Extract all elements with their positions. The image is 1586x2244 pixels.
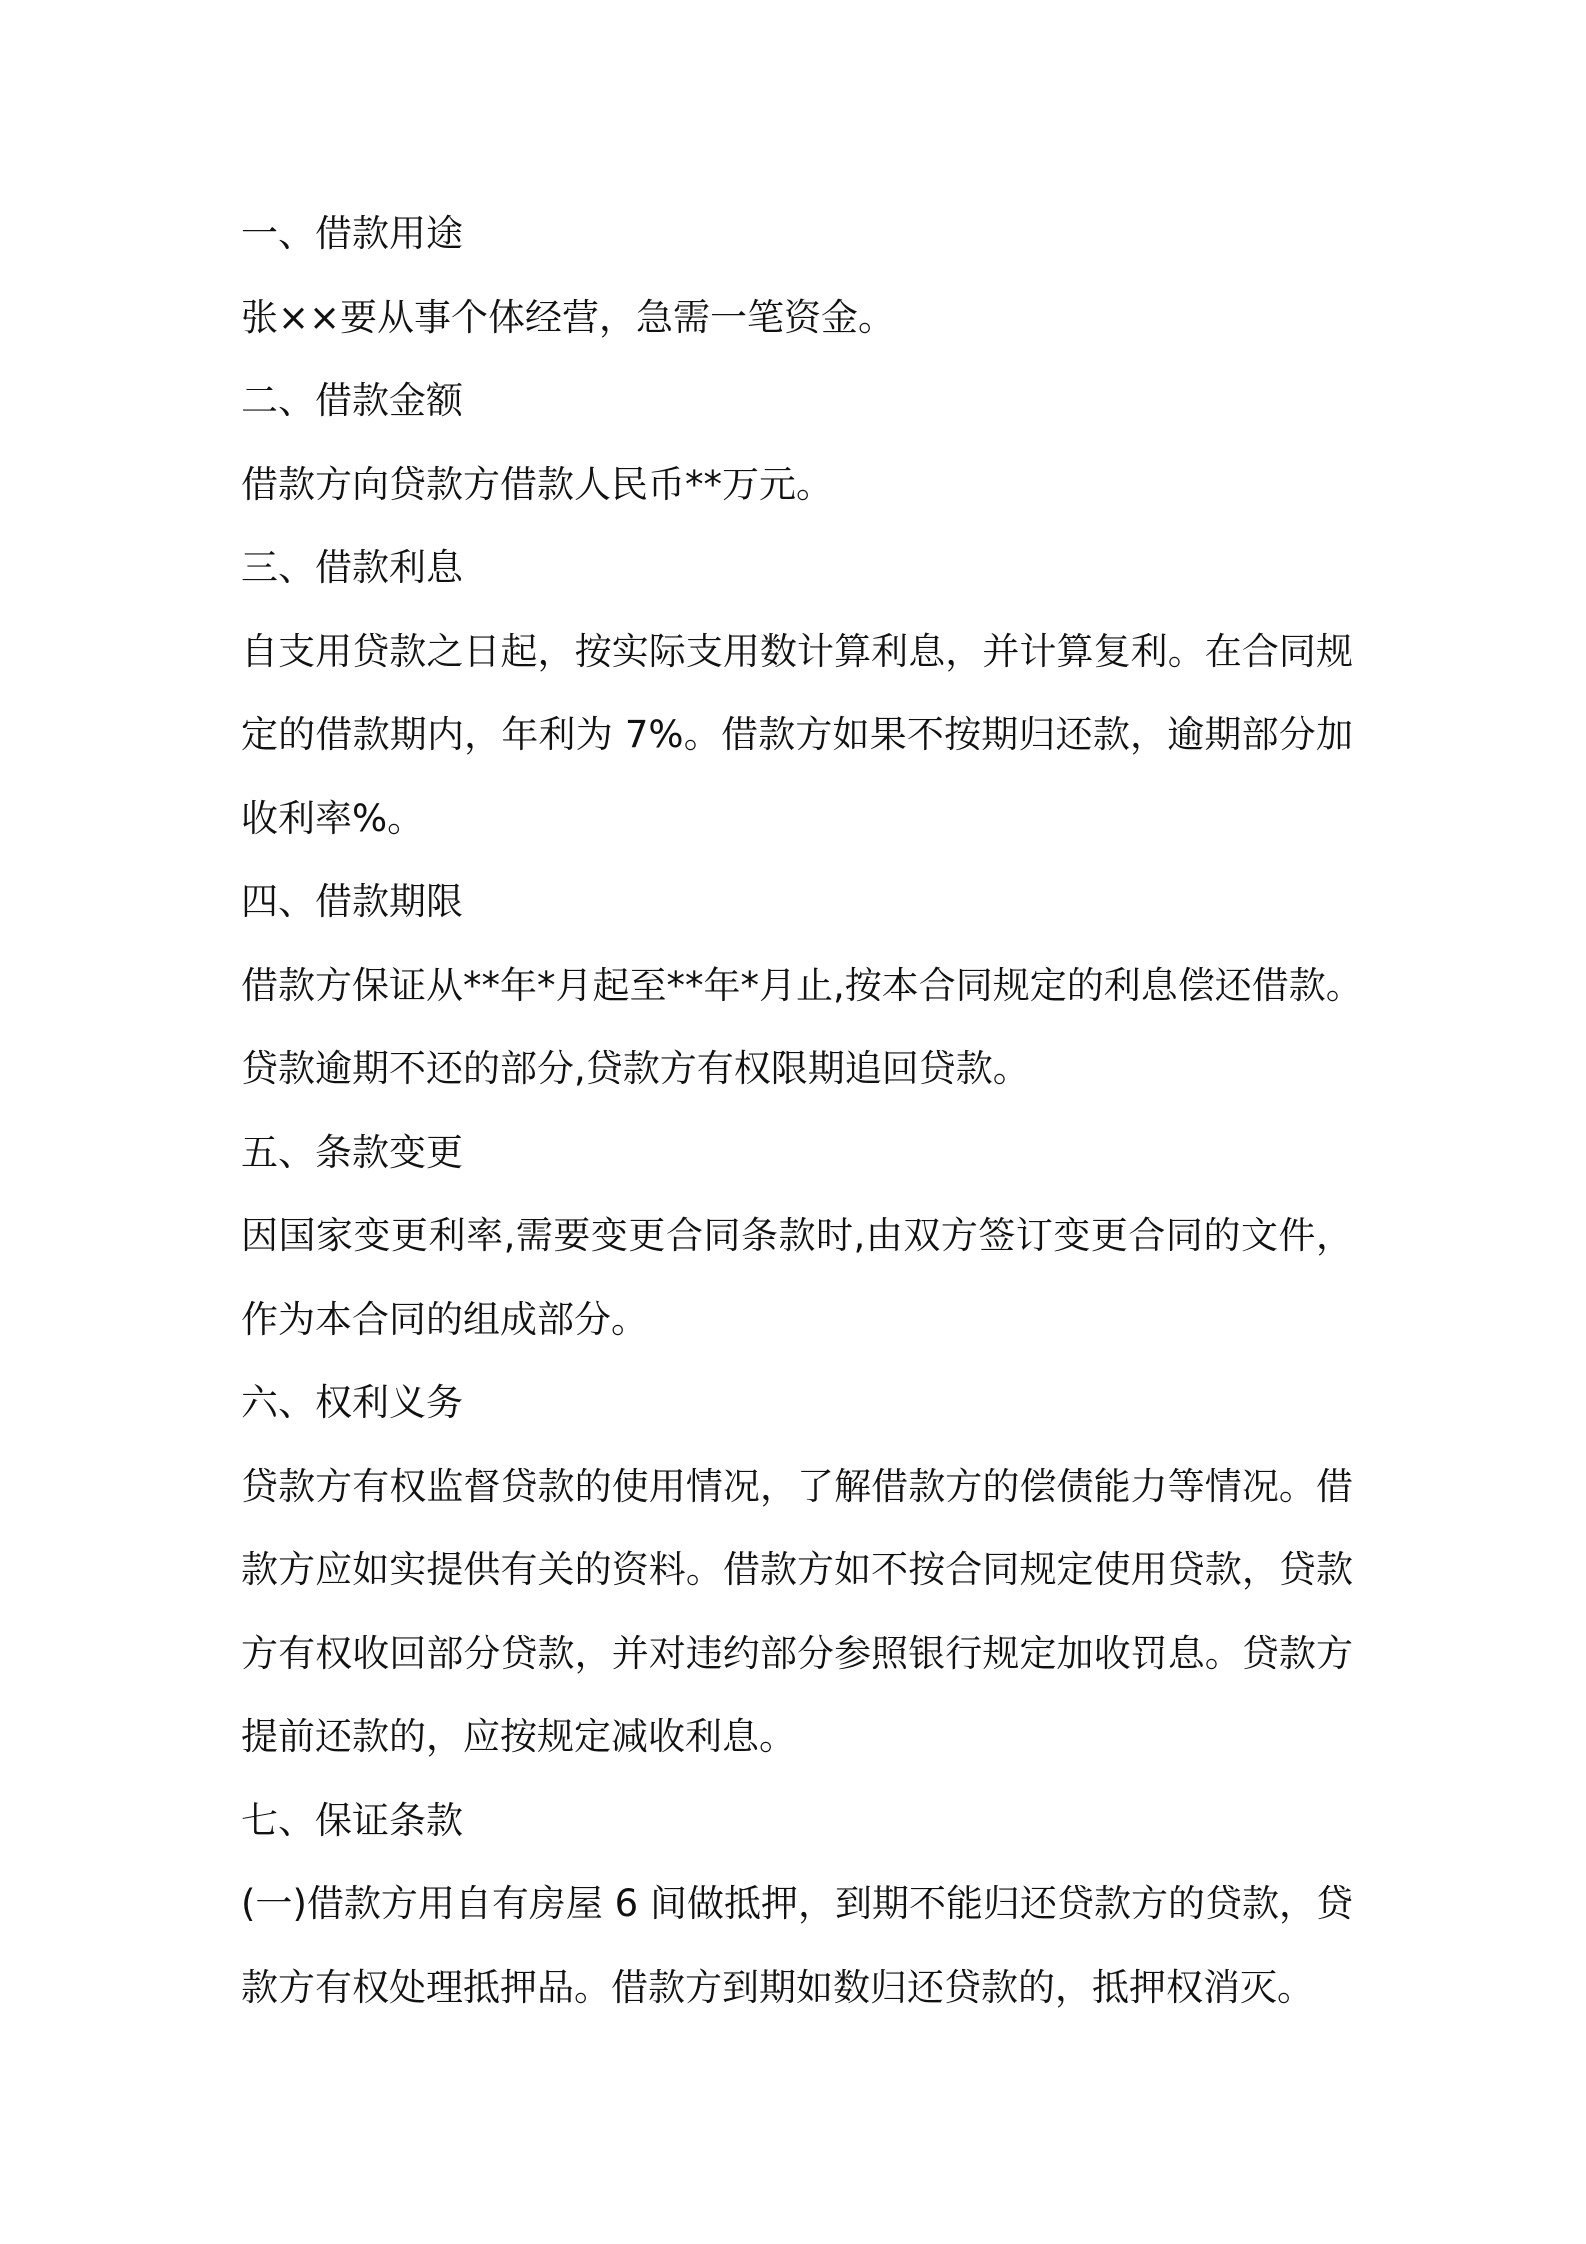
paragraph-line: 因国家变更利率,需要变更合同条款时,由双方签订变更合同的文件， [241, 1214, 1353, 1257]
paragraph-line: 定的借款期内，年利为 7%。借款方如果不按期归还款，逾期部分加 [241, 713, 1353, 756]
section-heading: 二、借款金额 [241, 379, 463, 422]
paragraph-line: 张××要从事个体经营，急需一笔资金。 [241, 295, 896, 339]
section-loan-purpose [241, 192, 1361, 359]
section-loan-interest [241, 526, 1361, 860]
section-loan-term [241, 860, 1361, 1111]
paragraph-line: 贷款方有权监督贷款的使用情况，了解借款方的偿债能力等情况。借 [241, 1464, 1353, 1508]
document-body [241, 192, 1361, 2029]
paragraph-line: 贷款逾期不还的部分,贷款方有权限期追回贷款。 [241, 1047, 1030, 1090]
section-heading: 七、保证条款 [241, 1798, 463, 1842]
paragraph-line: 款方应如实提供有关的资料。借款方如不按合同规定使用贷款，贷款 [241, 1548, 1353, 1591]
paragraph-line: 作为本合同的组成部分。 [241, 1297, 648, 1341]
paragraph-line: 款方有权处理抵押品。借款方到期如数归还贷款的，抵押权消灭。 [241, 1965, 1314, 2009]
section-rights-obligations [241, 1361, 1361, 1779]
section-loan-amount [241, 359, 1361, 526]
section-heading: 一、借款用途 [241, 212, 463, 255]
section-guarantee-clause [241, 1779, 1361, 2030]
section-heading: 六、权利义务 [241, 1381, 463, 1424]
section-heading: 四、借款期限 [241, 880, 463, 923]
paragraph-line: 提前还款的，应按规定减收利息。 [241, 1715, 796, 1758]
section-heading: 五、条款变更 [241, 1130, 463, 1174]
section-clause-change [241, 1111, 1361, 1362]
paragraph-line: 收利率%。 [241, 796, 425, 840]
paragraph-line: (一)借款方用自有房屋 6 间做抵押，到期不能归还贷款方的贷款，贷 [241, 1882, 1353, 1925]
paragraph-line: 方有权收回部分贷款，并对违约部分参照银行规定加收罚息。贷款方 [241, 1631, 1353, 1675]
paragraph-line: 借款方向贷款方借款人民币**万元。 [241, 462, 833, 506]
section-heading: 三、借款利息 [241, 546, 463, 589]
paragraph-line: 自支用贷款之日起，按实际支用数计算利息，并计算复利。在合同规 [241, 629, 1353, 673]
paragraph-line: 借款方保证从**年*月起至**年*月止,按本合同规定的利息偿还借款。 [241, 963, 1363, 1007]
